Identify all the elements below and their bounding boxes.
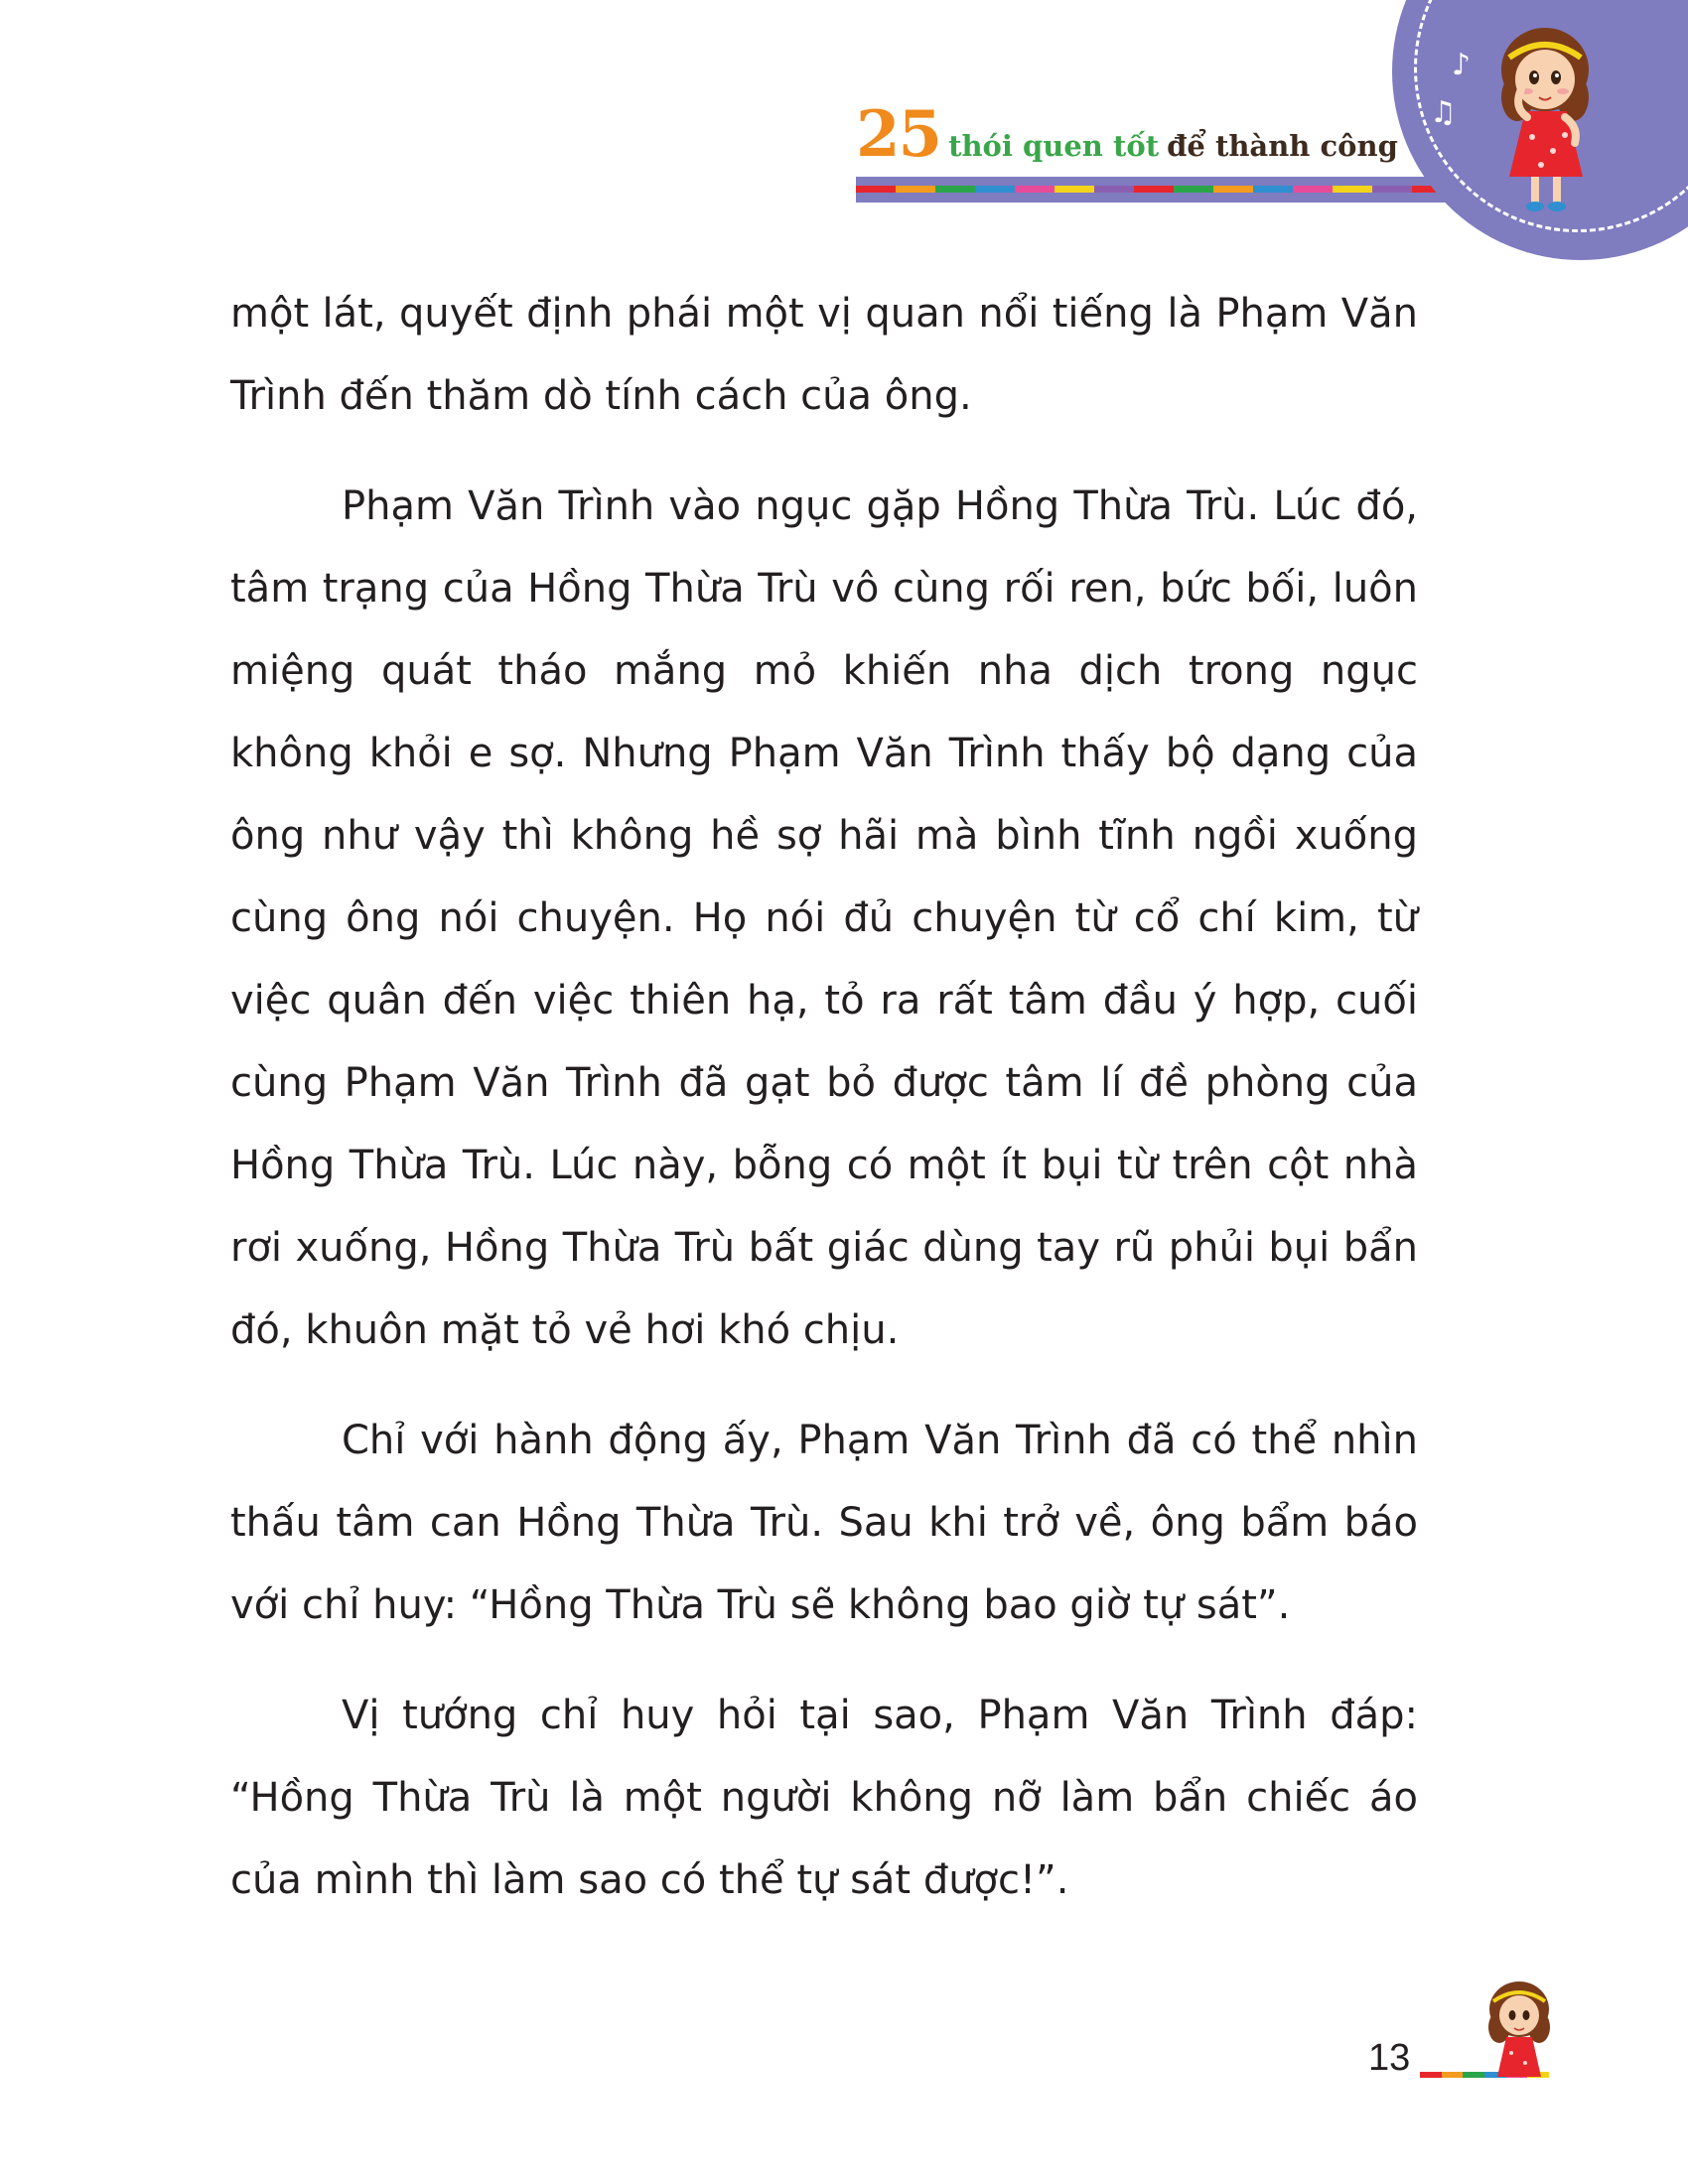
music-note-icon: ♪ xyxy=(1452,48,1472,82)
color-stripe-segment xyxy=(1420,2072,1442,2078)
color-stripe-segment xyxy=(975,186,1015,193)
page-number: 13 xyxy=(1368,2037,1411,2079)
paragraph: một lát, quyết định phái một vị quan nổi tiếng là Phạm Văn Trình đến thăm dò tính cách của ông. xyxy=(230,291,1418,419)
paragraph: Vị tướng chỉ huy hỏi tại sao, Phạm Văn Trình đáp: “Hồng Thừa Trù là một người không nỡ làm bẩn chiếc áo của mình thì làm sao có thể tự sát được!”. xyxy=(230,1693,1418,1903)
girl-illustration-icon xyxy=(1479,1976,1559,2085)
color-stripe-segment xyxy=(1293,186,1333,193)
music-note-icon: ♫ xyxy=(1430,95,1457,130)
book-title-part2: để thành công xyxy=(1167,129,1398,163)
page-body xyxy=(230,273,1418,1950)
color-stripe-segment xyxy=(1015,186,1055,193)
color-stripe-segment xyxy=(1174,186,1213,193)
color-stripe-segment xyxy=(896,186,935,193)
color-stripe-segment xyxy=(1253,186,1293,193)
color-stripe-segment xyxy=(935,186,975,193)
color-stripe-segment xyxy=(1134,186,1174,193)
color-stripe-segment xyxy=(1442,2072,1464,2078)
color-stripe-segment xyxy=(1055,186,1094,193)
page-header xyxy=(0,0,1688,228)
book-title-number: 25 xyxy=(856,97,941,172)
book-title xyxy=(856,97,1398,172)
book-title-part1: thói quen tốt xyxy=(948,129,1160,163)
color-stripe-segment xyxy=(1333,186,1372,193)
color-stripe-segment xyxy=(1372,186,1412,193)
girl-illustration-icon xyxy=(1487,18,1607,216)
color-stripe-segment xyxy=(856,186,896,193)
color-stripe-segment xyxy=(1213,186,1253,193)
paragraph: Chỉ với hành động ấy, Phạm Văn Trình đã có thể nhìn thấu tâm can Hồng Thừa Trù. Sau khi trở về, ông bẩm báo với chỉ huy: “Hồng Thừa Trù sẽ không bao giờ tự sát”. xyxy=(230,1418,1418,1628)
color-stripe-segment xyxy=(1094,186,1134,193)
paragraph: Phạm Văn Trình vào ngục gặp Hồng Thừa Trù. Lúc đó, tâm trạng của Hồng Thừa Trù vô cùng rối ren, bức bối, luôn miệng quát tháo mắng mỏ khiến nha dịch trong ngục không khỏi e sợ. Nhưng Phạm Văn Trình thấy bộ dạng của ông như vậy thì không hề sợ hãi mà bình tĩnh ngồi xuống cùng ông nói chuyện. Họ nói đủ chuyện từ cổ chí kim, từ việc quân đến việc thiên hạ, tỏ ra rất tâm đầu ý hợp, cuối cùng Phạm Văn Trình đã gạt bỏ được tâm lí đề phòng của Hồng Thừa Trù. Lúc này, bỗng có một ít bụi từ trên cột nhà rơi xuống, Hồng Thừa Trù bất giác dùng tay rũ phủi bụi bẩn đó, khuôn mặt tỏ vẻ hơi khó chịu. xyxy=(230,483,1418,1353)
